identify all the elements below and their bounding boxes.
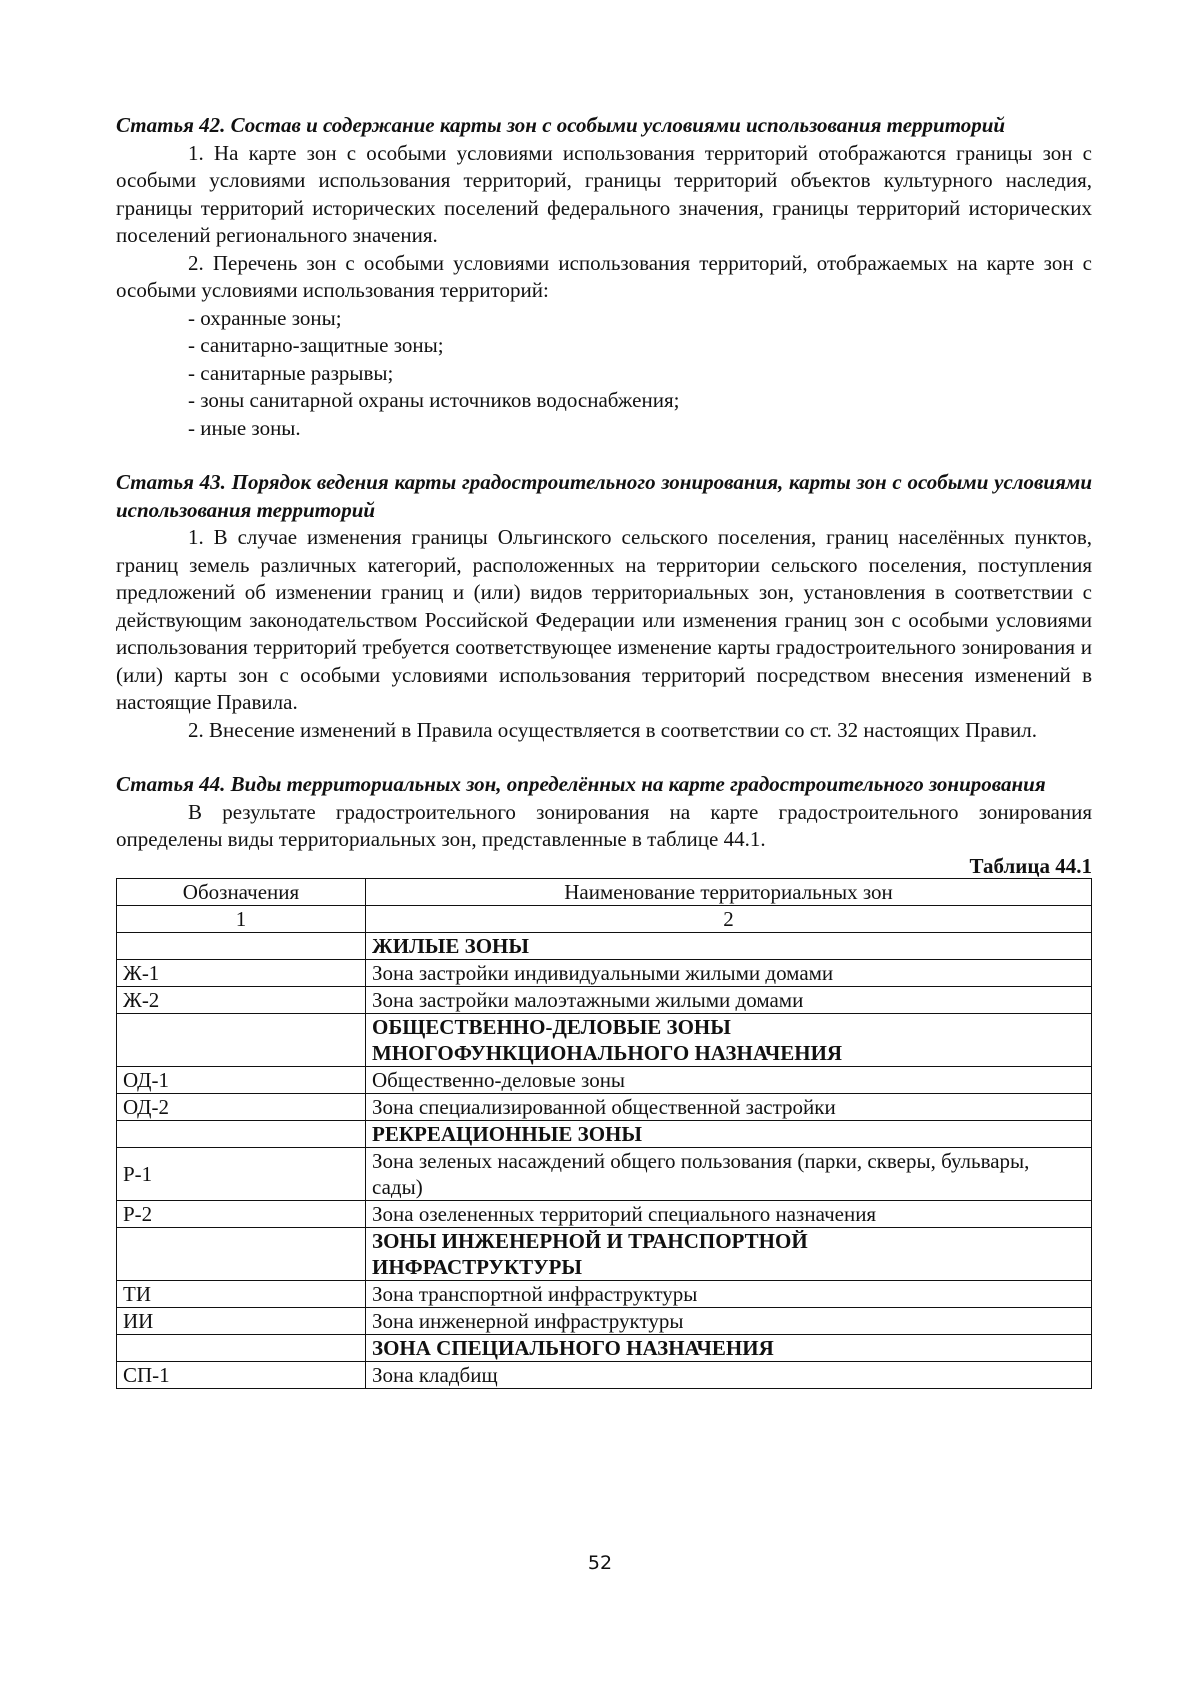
zone-code: [117, 1334, 366, 1361]
list-item: - санитарно-защитные зоны;: [188, 333, 444, 357]
table-header-code: Обозначения: [117, 878, 366, 905]
zone-code: [117, 932, 366, 959]
zone-code: Р-2: [117, 1200, 366, 1227]
article-44-heading: Статья 44. Виды территориальных зон, определённых на карте градостроительного зонирования: [116, 772, 1046, 796]
zone-category-line-1: ЗОНЫ ИНЖЕНЕРНОЙ И ТРАНСПОРТНОЙ: [372, 1228, 808, 1253]
zone-code: [117, 1013, 366, 1066]
zone-name: Зона застройки индивидуальными жилыми домами: [366, 959, 1092, 986]
table-header-name: Наименование территориальных зон: [366, 878, 1092, 905]
zone-code: СП-1: [117, 1361, 366, 1388]
zone-name: Зона озелененных территорий специального назначения: [366, 1200, 1092, 1227]
list-item: - иные зоны.: [188, 415, 301, 440]
zone-code: Ж-2: [117, 986, 366, 1013]
zone-name: Зона кладбищ: [366, 1361, 1092, 1388]
list-item: - охранные зоны;: [188, 305, 342, 330]
table-row: [117, 959, 1092, 986]
table-header-row: [117, 878, 1092, 905]
table-row: [117, 1307, 1092, 1334]
table-category-row: [117, 1227, 1092, 1280]
zone-category-line-1: ОБЩЕСТВЕННО-ДЕЛОВЫЕ ЗОНЫ: [372, 1014, 731, 1039]
article-42-heading: Статья 42. Состав и содержание карты зон с особыми условиями использования территорий: [116, 113, 1006, 137]
zone-name: Зона зеленых насаждений общего пользования (парки, скверы, бульвары, сады): [366, 1147, 1092, 1200]
zone-name: Общественно-деловые зоны: [366, 1066, 1092, 1093]
zone-name: Зона транспортной инфраструктуры: [366, 1280, 1092, 1307]
zone-name: Зона инженерной инфраструктуры: [366, 1307, 1092, 1334]
zone-category-line-2: МНОГОФУНКЦИОНАЛЬНОГО НАЗНАЧЕНИЯ: [372, 1040, 843, 1065]
table-category-row: [117, 1013, 1092, 1066]
zone-category: ЖИЛЫЕ ЗОНЫ: [366, 932, 1092, 959]
table-category-row: [117, 1334, 1092, 1361]
page-number: 52: [587, 1552, 613, 1574]
zones-table: [116, 878, 1092, 1389]
table-category-row: [117, 1120, 1092, 1147]
table-category-row: [117, 932, 1092, 959]
article-43-paragraph-1: 1. В случае изменения границы Ольгинского сельского поселения, границ населённых пунктов, границ земель различных категорий, расположенных на территории сельского поселения, поступления предложений об изменении границ и (или) видов территориальных зон, установления в соответствии с действующим законодательством Российской Федерации или изменения границ зон с особыми условиями использования территорий требуется соответствующее изменение карты градостроительного зонирования и (или) карты зон с особыми условиями использования территорий посредством внесения изменений в настоящие Правила.: [116, 525, 1092, 714]
list-item: - зоны санитарной охраны источников водоснабжения;: [188, 388, 680, 412]
article-43-paragraph-2: 2. Внесение изменений в Правила осуществляется в соответствии со ст. 32 настоящих Правил.: [188, 717, 1037, 742]
zone-code: [117, 1227, 366, 1280]
zone-code: ОД-1: [117, 1066, 366, 1093]
zone-category: [366, 1227, 1092, 1280]
table-number-row: [117, 905, 1092, 932]
article-43-heading: Статья 43. Порядок ведения карты градостроительного зонирования, карты зон с особыми условиями использования территорий: [116, 470, 1092, 522]
table-caption: Таблица 44.1: [969, 853, 1092, 878]
table-column-number: 2: [366, 905, 1092, 932]
table-row: [117, 986, 1092, 1013]
table-column-number: 1: [117, 905, 366, 932]
table-row: [117, 1093, 1092, 1120]
list-item: - санитарные разрывы;: [188, 360, 394, 385]
article-42-paragraph-2: 2. Перечень зон с особыми условиями использования территорий, отображаемых на карте зон с особыми условиями использования территорий:: [116, 250, 1092, 302]
zone-category-line-2: ИНФРАСТРУКТУРЫ: [372, 1254, 582, 1279]
table-row: [117, 1200, 1092, 1227]
zone-name: Зона застройки малоэтажными жилыми домами: [366, 986, 1092, 1013]
zone-category: РЕКРЕАЦИОННЫЕ ЗОНЫ: [366, 1120, 1092, 1147]
article-44-paragraph-1: В результате градостроительного зонирования на карте градостроительного зонирования определены виды территориальных зон, представленные в таблице 44.1.: [116, 799, 1092, 851]
table-row: [117, 1361, 1092, 1388]
table-row: [117, 1066, 1092, 1093]
zone-code: Р-1: [117, 1147, 366, 1200]
article-42-paragraph-1: 1. На карте зон с особыми условиями использования территорий отображаются границы зон с особыми условиями использования территорий, границы территорий объектов культурного наследия, границы территорий исторических поселений федерального значения, границы территорий исторических поселений регионального значения.: [116, 140, 1092, 247]
zone-category: ЗОНА СПЕЦИАЛЬНОГО НАЗНАЧЕНИЯ: [366, 1334, 1092, 1361]
zone-code: ИИ: [117, 1307, 366, 1334]
zone-code: ТИ: [117, 1280, 366, 1307]
zone-code: [117, 1120, 366, 1147]
zone-code: Ж-1: [117, 959, 366, 986]
zone-name: Зона специализированной общественной застройки: [366, 1093, 1092, 1120]
zone-code: ОД-2: [117, 1093, 366, 1120]
table-row: [117, 1147, 1092, 1200]
document-page: [116, 112, 1092, 1389]
table-row: [117, 1280, 1092, 1307]
zone-category: [366, 1013, 1092, 1066]
